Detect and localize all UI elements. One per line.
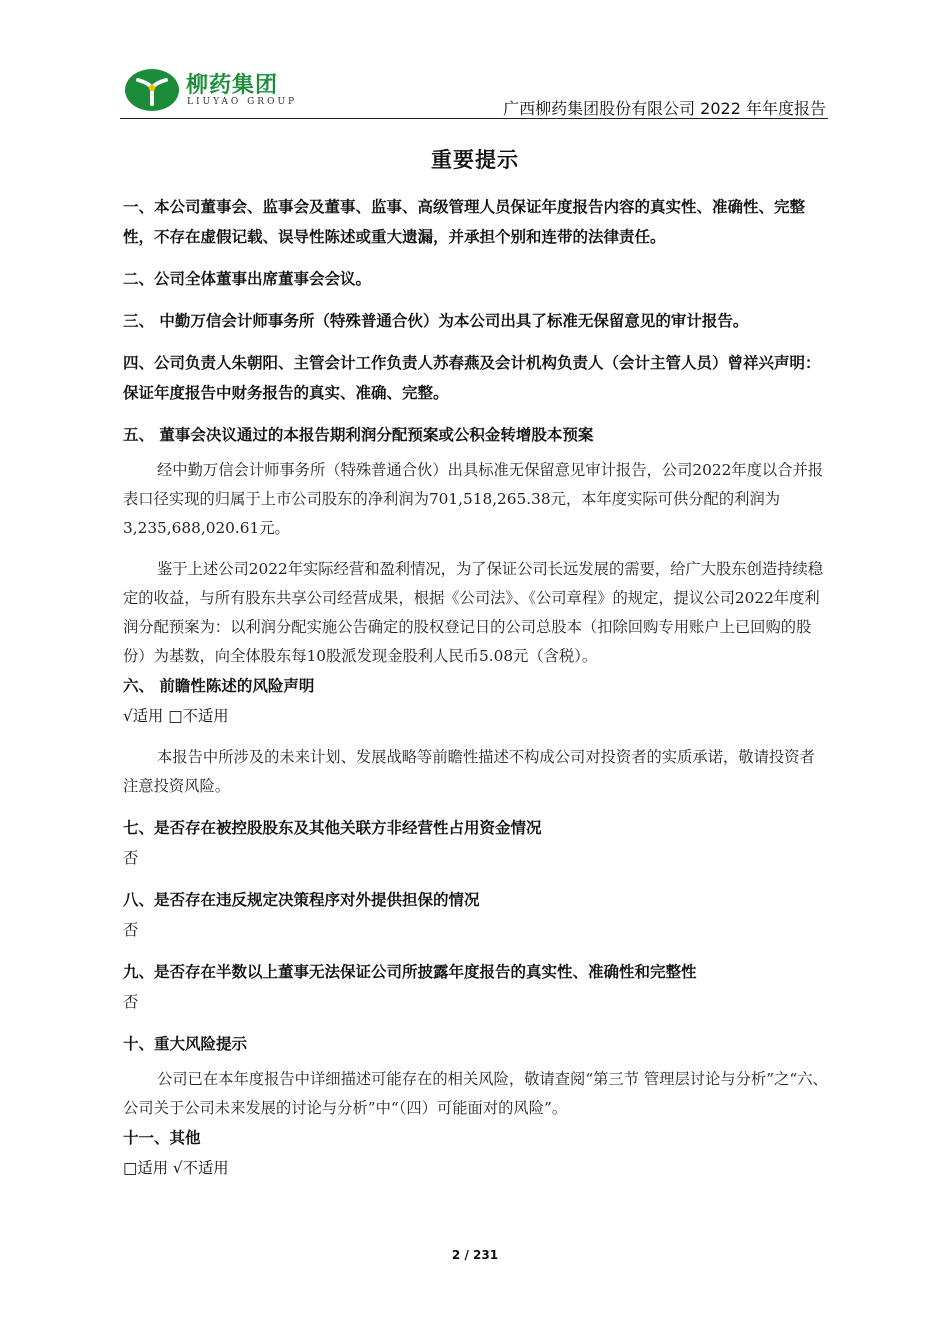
section-7-heading: 七、是否存在被控股股东及其他关联方非经营性占用资金情况: [123, 819, 542, 837]
company-logo: [124, 68, 298, 112]
page-header: [0, 0, 950, 120]
section-6-applicability: √适用 □不适用: [123, 707, 229, 725]
logo-english-name: LIUYAO GROUP: [187, 97, 298, 107]
logo-chinese-name: 柳药集团: [186, 73, 279, 98]
section-5-paragraph-1: 经中勤万信会计师事务所（特殊普通合伙）出具标准无保留意见审计报告，公司2022年度以合并报表口径实现的归属于上市公司股东的净利润为701,518,265.38元，本年度实际可供分配的利润为3,235,688,020.61元。: [123, 461, 824, 537]
page-number: 2 / 231: [451, 1248, 499, 1262]
section-9-heading: 九、是否存在半数以上董事无法保证公司所披露年度报告的真实性、准确性和完整性: [123, 963, 697, 981]
section-6-heading: 六、 前瞻性陈述的风险声明: [123, 677, 315, 695]
header-divider: [120, 118, 828, 119]
section-7-answer: 否: [123, 849, 139, 867]
section-1: 一、本公司董事会、监事会及董事、监事、高级管理人员保证年度报告内容的真实性、准确性、完整性，不存在虚假记载、误导性陈述或重大遗漏，并承担个别和连带的法律责任。: [123, 198, 806, 246]
section-10-heading: 十、重大风险提示: [123, 1035, 248, 1053]
section-5-heading: 五、 董事会决议通过的本报告期利润分配预案或公积金转增股本预案: [123, 426, 594, 444]
document-title: 重要提示: [431, 148, 519, 172]
section-11-heading: 十一、其他: [123, 1129, 201, 1147]
section-3: 三、 中勤万信会计师事务所（特殊普通合伙）为本公司出具了标准无保留意见的审计报告。: [123, 312, 749, 330]
document-body: [123, 192, 829, 1183]
section-11-applicability: □适用 √不适用: [123, 1159, 229, 1177]
section-8-heading: 八、是否存在违反规定决策程序对外提供担保的情况: [123, 891, 480, 909]
section-4: 四、公司负责人朱朝阳、主管会计工作负责人苏春燕及会计机构负责人（会计主管人员）曾祥兴声明：保证年度报告中财务报告的真实、准确、完整。: [123, 354, 821, 402]
section-9-answer: 否: [123, 993, 139, 1011]
liuyao-logo-icon: [124, 68, 180, 112]
report-title: 广西柳药集团股份有限公司 2022 年年度报告: [503, 99, 826, 118]
section-2: 二、公司全体董事出席董事会会议。: [123, 270, 372, 288]
section-8-answer: 否: [123, 921, 139, 939]
section-5-paragraph-2: 鉴于上述公司2022年实际经营和盈利情况，为了保证公司长远发展的需要，给广大股东创造持续稳定的收益，与所有股东共享公司经营成果，根据《公司法》、《公司章程》的规定，提议公司2022年度利润分配预案为：以利润分配实施公告确定的股权登记日的公司总股本（扣除回购专用账户上已回购的股份）为基数，向全体股东每10股派发现金股利人民币5.08元（含税）。: [123, 560, 824, 665]
section-10-paragraph: 公司已在本年度报告中详细描述可能存在的相关风险，敬请查阅“第三节 管理层讨论与分析”之“六、公司关于公司未来发展的讨论与分析”中“（四）可能面对的风险”。: [123, 1070, 828, 1117]
section-6-paragraph: 本报告中所涉及的未来计划、发展战略等前瞻性描述不构成公司对投资者的实质承诺，敬请投资者注意投资风险。: [123, 748, 815, 795]
